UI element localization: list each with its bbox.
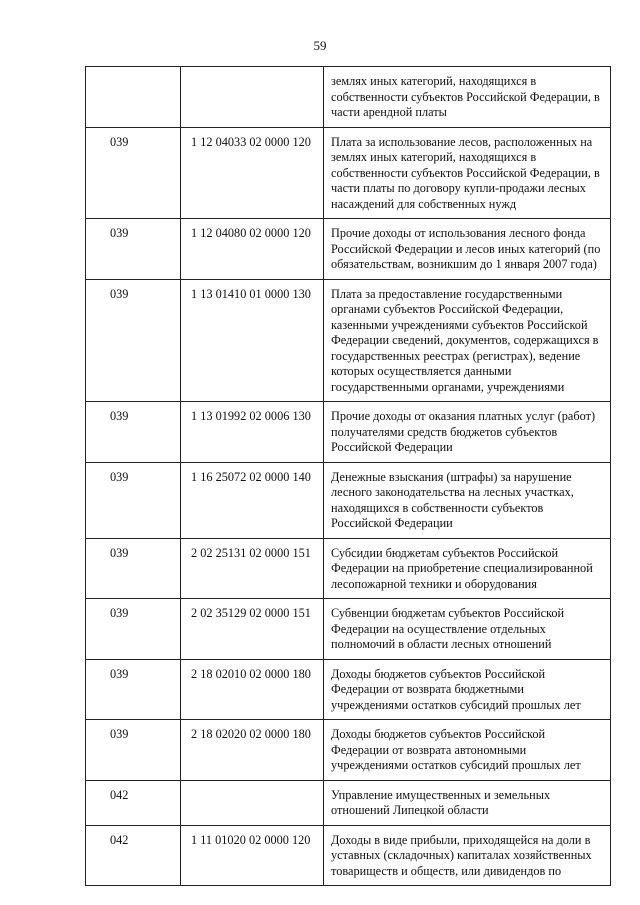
admin-code-cell: 039 [86, 720, 181, 781]
table-row [86, 538, 611, 599]
revenue-name-cell: Плата за предоставление государственными органами субъектов Российской Федерации, казенными учреждениями субъектов Российской Федерации сведений, документов, содержащихся в государственных реестрах (регистрах), ведение которых осуществляется данными государственными органами, учреждениями [324, 279, 611, 402]
admin-code-cell [86, 67, 181, 128]
budget-classification-code-cell: 2 18 02010 02 0000 180 [181, 659, 324, 720]
revenue-name-cell: Плата за использование лесов, расположенных на землях иных категорий, находящихся в собственности субъектов Российской Федерации, в части платы по договору купли-продажи лесных насаждений для собственных нужд [324, 127, 611, 219]
revenue-code-table-body [86, 67, 611, 886]
revenue-name-cell: землях иных категорий, находящихся в собственности субъектов Российской Федерации, в части арендной платы [324, 67, 611, 128]
budget-classification-code-cell: 1 13 01410 01 0000 130 [181, 279, 324, 402]
revenue-name-cell: Управление имущественных и земельных отношений Липецкой области [324, 780, 611, 825]
admin-code-cell: 039 [86, 219, 181, 280]
table-row [86, 825, 611, 886]
table-row [86, 67, 611, 128]
budget-classification-code-cell: 1 16 25072 02 0000 140 [181, 462, 324, 538]
table-row [86, 599, 611, 660]
admin-code-cell: 039 [86, 538, 181, 599]
budget-classification-code-cell: 1 11 01020 02 0000 120 [181, 825, 324, 886]
table-row [86, 219, 611, 280]
table-row [86, 720, 611, 781]
budget-classification-code-cell [181, 780, 324, 825]
admin-code-cell: 039 [86, 659, 181, 720]
revenue-name-cell: Денежные взыскания (штрафы) за нарушение лесного законодательства на лесных участках, находящихся в собственности субъектов Российской Федерации [324, 462, 611, 538]
revenue-name-cell: Прочие доходы от оказания платных услуг (работ) получателями средств бюджетов субъектов Российской Федерации [324, 402, 611, 463]
table-row [86, 127, 611, 219]
table-row [86, 279, 611, 402]
budget-classification-code-cell [181, 67, 324, 128]
revenue-name-cell: Доходы бюджетов субъектов Российской Федерации от возврата автономными учреждениями остатков субсидий прошлых лет [324, 720, 611, 781]
revenue-name-cell: Доходы в виде прибыли, приходящейся на доли в уставных (складочных) капиталах хозяйственных товариществ и обществ, или дивидендов по [324, 825, 611, 886]
admin-code-cell: 042 [86, 825, 181, 886]
budget-classification-code-cell: 2 02 25131 02 0000 151 [181, 538, 324, 599]
revenue-name-cell: Субвенции бюджетам субъектов Российской Федерации на осуществление отдельных полномочий в области лесных отношений [324, 599, 611, 660]
budget-classification-code-cell: 2 02 35129 02 0000 151 [181, 599, 324, 660]
table-row [86, 780, 611, 825]
page-number: 59 [313, 38, 327, 53]
budget-classification-code-cell: 1 12 04033 02 0000 120 [181, 127, 324, 219]
admin-code-cell: 042 [86, 780, 181, 825]
budget-classification-code-cell: 1 12 04080 02 0000 120 [181, 219, 324, 280]
revenue-name-cell: Доходы бюджетов субъектов Российской Федерации от возврата бюджетными учреждениями остатков субсидий прошлых лет [324, 659, 611, 720]
admin-code-cell: 039 [86, 279, 181, 402]
admin-code-cell: 039 [86, 402, 181, 463]
admin-code-cell: 039 [86, 599, 181, 660]
budget-classification-code-cell: 1 13 01992 02 0006 130 [181, 402, 324, 463]
admin-code-cell: 039 [86, 127, 181, 219]
revenue-code-table [85, 66, 611, 886]
admin-code-cell: 039 [86, 462, 181, 538]
revenue-name-cell: Субсидии бюджетам субъектов Российской Федерации на приобретение специализированной лесопожарной техники и оборудования [324, 538, 611, 599]
table-row [86, 402, 611, 463]
budget-classification-code-cell: 2 18 02020 02 0000 180 [181, 720, 324, 781]
table-row [86, 462, 611, 538]
revenue-name-cell: Прочие доходы от использования лесного фонда Российской Федерации и лесов иных категорий (по обязательствам, возникшим до 1 января 2007 года) [324, 219, 611, 280]
table-row [86, 659, 611, 720]
